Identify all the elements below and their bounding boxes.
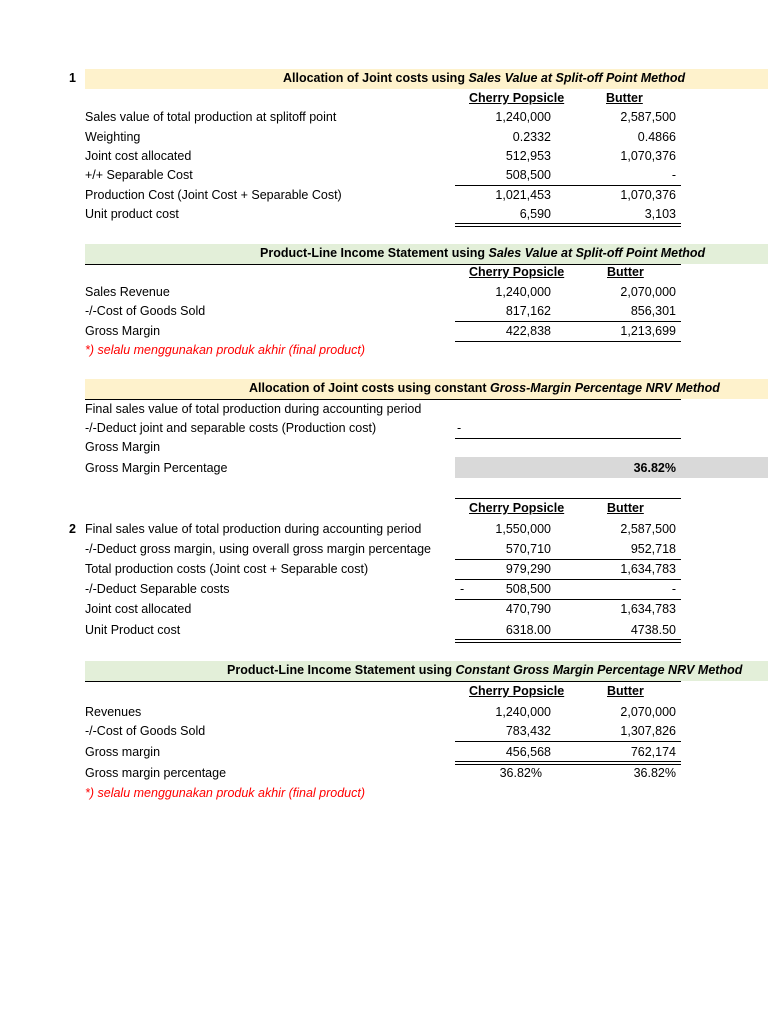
header-method-text: Sales Value at Split-off Point Method — [468, 71, 686, 85]
section-number-1: 1 — [69, 71, 76, 85]
row-label: Sales Revenue — [85, 285, 170, 299]
cell-value: 817,162 — [505, 304, 551, 318]
cell-value: 1,634,783 — [620, 562, 676, 576]
header-rule — [85, 264, 681, 265]
cell-value: 508,500 — [505, 168, 551, 182]
header-text: Allocation of Joint costs using — [283, 71, 469, 85]
cell-value: 36.82% — [499, 766, 542, 780]
row-label: Gross margin — [85, 745, 161, 759]
total-double-rule — [455, 223, 681, 227]
row-label: Total production costs (Joint cost + Separable cost) — [85, 562, 369, 576]
highlight-cell — [455, 457, 768, 478]
cell-value: 2,070,000 — [620, 285, 676, 299]
subtotal-rule — [455, 579, 681, 580]
row-label: Final sales value of total production during accounting period — [85, 402, 422, 416]
cell-value: 2,070,000 — [620, 705, 676, 719]
cell-value: 422,838 — [505, 324, 551, 338]
row-label: Sales value of total production at splitoff point — [85, 110, 337, 124]
column-header-cherry-popsicle: Cherry Popsicle — [469, 265, 565, 279]
cell-value: 1,021,453 — [495, 188, 551, 202]
row-label: Gross margin percentage — [85, 766, 227, 780]
section-number-2: 2 — [69, 522, 76, 536]
row-label: -/-Deduct joint and separable costs (Production cost) — [85, 421, 377, 435]
row-label: Gross Margin Percentage — [85, 461, 228, 475]
cell-value: 1,634,783 — [620, 602, 676, 616]
cell-value: 0.4866 — [637, 130, 676, 144]
section-header-sales-value-allocation — [85, 69, 768, 89]
header-rule — [455, 498, 681, 499]
subtotal-rule — [455, 741, 681, 742]
cell-dash: - — [457, 421, 462, 435]
row-label: Unit Product cost — [85, 623, 181, 637]
cell-value: 570,710 — [505, 542, 551, 556]
cell-value: 1,240,000 — [495, 110, 551, 124]
row-label: -/-Deduct Separable costs — [85, 582, 230, 596]
subtotal-rule — [455, 599, 681, 600]
cell-value: 6318.00 — [505, 623, 551, 637]
row-label: Revenues — [85, 705, 142, 719]
row-label: Gross Margin — [85, 440, 161, 454]
total-double-rule — [455, 761, 681, 765]
row-label: Unit product cost — [85, 207, 179, 221]
cell-value: 1,213,699 — [620, 324, 676, 338]
row-label: +/+ Separable Cost — [85, 168, 193, 182]
cell-value: 1,070,376 — [620, 149, 676, 163]
row-label: -/-Cost of Goods Sold — [85, 304, 206, 318]
row-label: Production Cost (Joint Cost + Separable Cost) — [85, 188, 342, 202]
row-label: Weighting — [85, 130, 141, 144]
cell-value: 979,290 — [505, 562, 551, 576]
cell-value: 1,070,376 — [620, 188, 676, 202]
footnote: *) selalu menggunakan produk akhir (final product) — [85, 786, 366, 800]
cell-value: 512,953 — [505, 149, 551, 163]
cell-value: 2,587,500 — [620, 110, 676, 124]
column-header-butter: Butter — [606, 91, 643, 105]
cell-value: 1,240,000 — [495, 285, 551, 299]
footnote: *) selalu menggunakan produk akhir (final product) — [85, 343, 366, 357]
row-label: Joint cost allocated — [85, 602, 192, 616]
section-header-income-statement-sales-value — [85, 244, 768, 264]
cell-value: 508,500 — [505, 582, 551, 596]
cell-value: 36.82% — [633, 766, 676, 780]
row-label: -/-Deduct gross margin, using overall gross margin percentage — [85, 542, 431, 556]
total-double-rule — [455, 639, 681, 643]
cell-value: - — [671, 168, 676, 182]
cell-value: 2,587,500 — [620, 522, 676, 536]
header-method-text: Sales Value at Split-off Point Method — [488, 246, 706, 260]
column-header-cherry-popsicle: Cherry Popsicle — [469, 91, 565, 105]
cell-value: 762,174 — [630, 745, 676, 759]
cell-value: 470,790 — [505, 602, 551, 616]
header-method-text: Gross-Margin Percentage NRV Method — [490, 381, 720, 395]
cell-value: 3,103 — [644, 207, 676, 221]
column-header-butter: Butter — [607, 684, 644, 698]
subtotal-rule — [455, 559, 681, 560]
gross-margin-percentage-value: 36.82% — [633, 461, 676, 475]
column-header-cherry-popsicle: Cherry Popsicle — [469, 684, 565, 698]
cell-value: 0.2332 — [512, 130, 551, 144]
cell-value: 456,568 — [505, 745, 551, 759]
header-method-text: Constant Gross Margin Percentage NRV Method — [455, 663, 743, 677]
subtotal-rule — [455, 321, 681, 322]
cell-value: 6,590 — [519, 207, 551, 221]
column-header-butter: Butter — [607, 501, 644, 515]
subtotal-rule — [455, 438, 681, 439]
cell-value: 952,718 — [630, 542, 676, 556]
cell-value: - — [671, 582, 676, 596]
header-rule — [85, 681, 681, 682]
row-label: Gross Margin — [85, 324, 161, 338]
cell-value: 1,550,000 — [495, 522, 551, 536]
row-label: Joint cost allocated — [85, 149, 192, 163]
section-header-income-statement-nrv — [85, 661, 768, 681]
section-header-gross-margin-nrv-allocation — [85, 379, 768, 399]
row-label: -/-Cost of Goods Sold — [85, 724, 206, 738]
cell-value: 856,301 — [630, 304, 676, 318]
row-label: Final sales value of total production during accounting period — [85, 522, 422, 536]
cell-value: 1,240,000 — [495, 705, 551, 719]
header-text: Product-Line Income Statement using — [260, 246, 489, 260]
subtotal-rule — [455, 185, 681, 186]
column-header-cherry-popsicle: Cherry Popsicle — [469, 501, 565, 515]
header-text: Allocation of Joint costs using constant — [249, 381, 490, 395]
cell-value: 1,307,826 — [620, 724, 676, 738]
cell-value: 783,432 — [505, 724, 551, 738]
total-rule — [455, 341, 681, 342]
cell-value: 4738.50 — [630, 623, 676, 637]
header-text: Product-Line Income Statement using — [227, 663, 456, 677]
cell-dash: - — [460, 582, 465, 596]
column-header-butter: Butter — [607, 265, 644, 279]
header-rule — [85, 399, 681, 400]
